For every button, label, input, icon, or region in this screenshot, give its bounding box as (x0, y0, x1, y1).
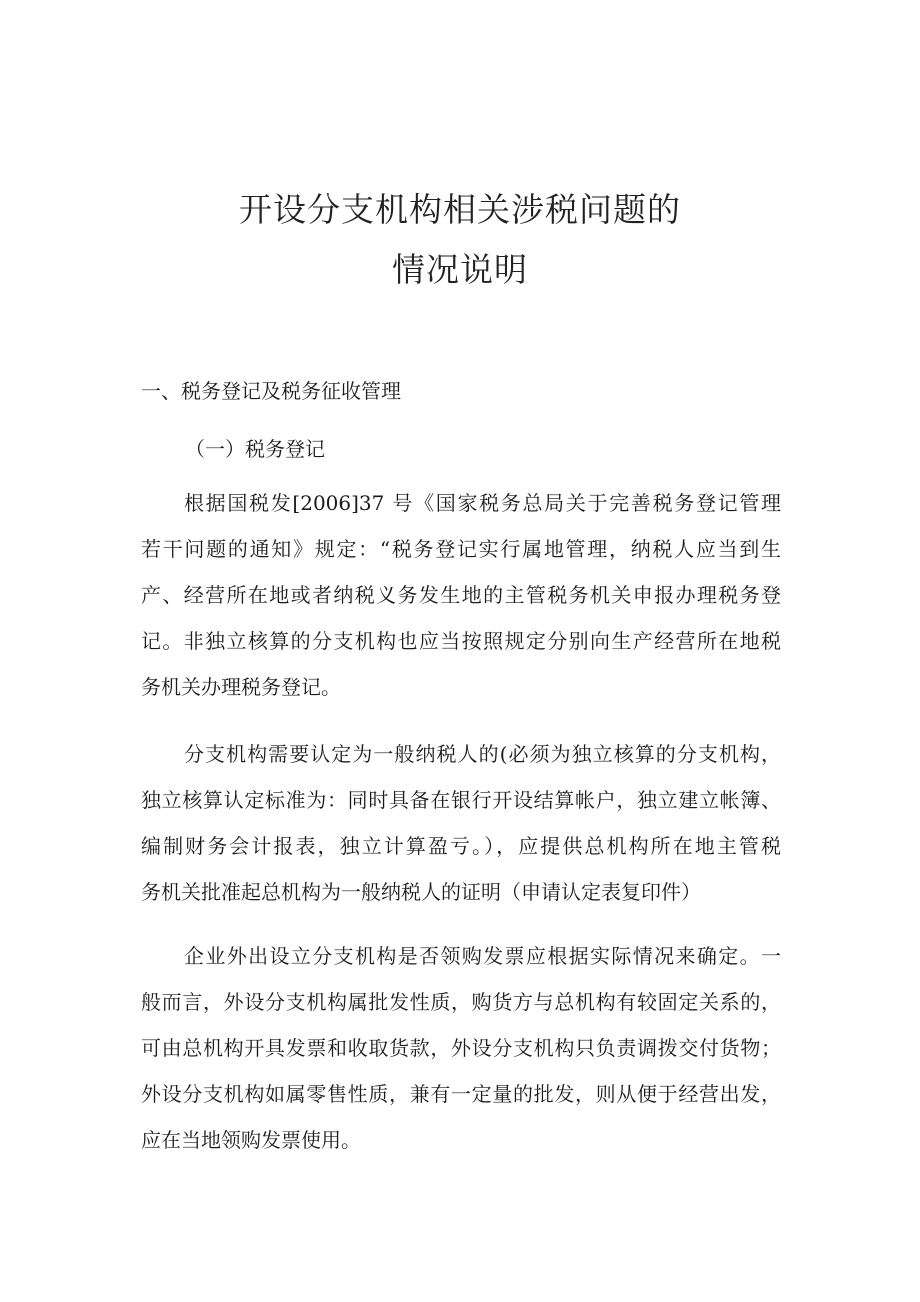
paragraph-invoice-purchase (141, 933, 781, 1163)
document-title-line-1: 开设分支机构相关涉税问题的 (239, 190, 681, 229)
paragraph-tax-registration (141, 480, 781, 710)
paragraph-line: 应在当地领购发票使用。 (141, 1128, 361, 1152)
paragraph-line: 若干问题的通知》规定：“税务登记实行属地管理，纳税人应当到生 (141, 537, 781, 561)
paragraph-line: 记。非独立核算的分支机构也应当按照规定分别向生产经营所在地税 (141, 629, 781, 653)
paragraph-line: 外设分支机构如属零售性质，兼有一定量的批发，则从便于经营出发， (141, 1082, 781, 1106)
paragraph-line: 企业外出设立分支机构是否领购发票应根据实际情况来确定。一 (184, 944, 781, 968)
paragraph-general-taxpayer (141, 731, 781, 915)
paragraph-line: 务机关批准起总机构为一般纳税人的证明（申请认定表复印件） (141, 880, 701, 904)
document-title-line-2: 情况说明 (392, 250, 528, 289)
paragraph-line: 般而言，外设分支机构属批发性质，购货方与总机构有较固定关系的， (141, 990, 781, 1014)
paragraph-line: 独立核算认定标准为：同时具备在银行开设结算帐户，独立建立帐簿、 (141, 788, 781, 812)
section-heading: 一、税务登记及税务征收管理 (141, 379, 401, 403)
subsection-heading: （一）税务登记 (185, 437, 325, 461)
paragraph-line: 务机关办理税务登记。 (141, 675, 341, 699)
paragraph-line: 产、经营所在地或者纳税义务发生地的主管税务机关申报办理税务登 (141, 583, 781, 607)
paragraph-line: 编制财务会计报表，独立计算盈亏。），应提供总机构所在地主管税 (141, 834, 781, 858)
paragraph-line: 分支机构需要认定为一般纳税人的(必须为独立核算的分支机构， (184, 742, 781, 766)
paragraph-line: 根据国税发[2006]37 号《国家税务总局关于完善税务登记管理 (184, 491, 781, 515)
paragraph-line: 可由总机构开具发票和收取货款，外设分支机构只负责调拨交付货物； (141, 1036, 781, 1060)
